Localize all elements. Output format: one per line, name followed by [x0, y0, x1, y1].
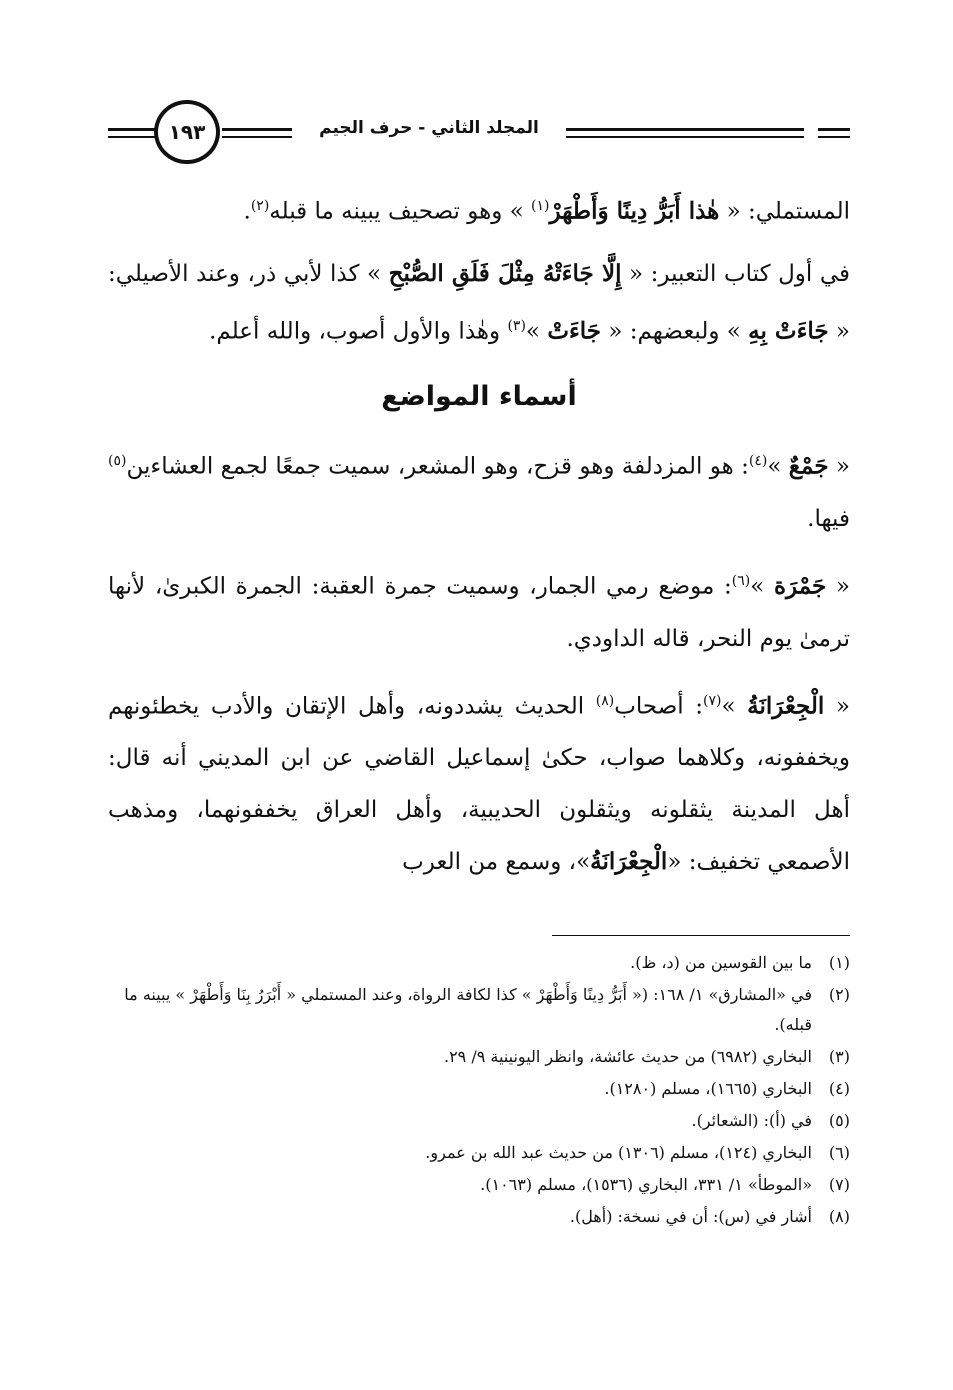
footnote-text: ما بين القوسين من (د، ظ). [630, 953, 812, 972]
footnote-text: في (أ): (الشعائر). [691, 1111, 812, 1130]
footnote-number: (٢) [828, 985, 850, 1004]
main-text [108, 180, 850, 898]
footnote-number: (٣) [828, 1047, 850, 1066]
footnotes [108, 948, 850, 1234]
footnote-text: البخاري (٦٩٨٢) من حديث عائشة، وانظر اليونينية ٩/ ٢٩. [443, 1047, 812, 1066]
quote: جَاءَتْ [547, 317, 602, 345]
entry-term: جَمْرَة [773, 572, 827, 600]
footnote-number: (٦) [828, 1143, 850, 1162]
footnote-text: البخاري (١٢٤)، مسلم (١٣٠٦) من حديث عبد الله بن عمرو. [425, 1143, 812, 1162]
entry-jiirrana: « الْجِعْرَانَةُ »$^{(٧)}$: أصحاب$^{(٨)}$ الحديث يشددونه، وأهل الإتقان والأدب يخطئونهم ويخففونه، وكلاهما صواب، حكىٰ إسماعيل القاضي عن ابن المديني أنه قال: أهل المدينة يثقلونه ويثقلون الحديبية، وأهل العراق يخففونهما، ومذهب الأصمعي تخفيف: «الْجِعْرَانَةُ»، وسمع من العرب [108, 692, 850, 876]
footnote-item [108, 1074, 850, 1104]
footnote-number: (٥) [828, 1111, 850, 1130]
entry-term: الْجِعْرَانَةُ [590, 848, 668, 876]
quote: إِلَّا جَاءَتْهُ مِثْلَ فَلَقِ الصُّبْحِ [388, 259, 622, 287]
footnote-item [108, 1170, 850, 1200]
header-rule [108, 136, 156, 138]
footnote-item [108, 1042, 850, 1072]
footnote-text: البخاري (١٦٦٥)، مسلم (١٢٨٠). [604, 1079, 812, 1098]
paragraph-1: المستملي: « هٰذا أَبَرُّ دِينًا وَأَطْهَرْ$^{(١)}$ » وهو تصحيف يبينه ما قبله$^{(٢)}$. [243, 197, 850, 225]
footnote-separator [552, 935, 850, 936]
footnote-ref[interactable]: (٦) [731, 572, 751, 589]
footnote-ref[interactable]: (٢) [250, 198, 270, 214]
footnote-text: أشار في (س): أن في نسخة: (أهل). [569, 1207, 812, 1226]
footnote-number: (٨) [828, 1207, 850, 1226]
quote: جَاءَتْ بِهِ [748, 317, 829, 345]
footnote-ref[interactable]: (٥) [108, 453, 127, 470]
footnote-item [108, 1202, 850, 1232]
entry-term: جَمْعٌ [788, 452, 829, 480]
header-rule [818, 128, 850, 131]
footnote-item [108, 980, 850, 1040]
footnote-number: (١) [828, 953, 850, 972]
footnote-number: (٧) [828, 1175, 850, 1194]
running-title: المجلد الثاني - حرف الجيم [319, 118, 539, 138]
quote: هٰذا أَبَرُّ دِينًا وَأَطْهَرْ [549, 197, 720, 225]
header-rule [818, 136, 850, 138]
entry-jam: « جَمْعٌ »$^{(٤)}$: هو المزدلفة وهو قزح، وهو المشعر، سميت جمعًا لجمع العشاءين$^{(٥)}$ فيها. [108, 452, 850, 532]
header-rule [566, 128, 804, 131]
footnote-ref[interactable]: (٣) [507, 317, 526, 334]
page-header [108, 100, 850, 170]
footnote-item [108, 1138, 850, 1168]
header-rule [222, 128, 292, 131]
header-rule [566, 136, 804, 138]
footnote-number: (٤) [828, 1079, 850, 1098]
paragraph-2: في أول كتاب التعبير: « إِلَّا جَاءَتْهُ مِثْلَ فَلَقِ الصُّبْحِ » كذا لأبي ذر، وعند الأصيلي: « جَاءَتْ بِهِ » ولبعضهم: « جَاءَتْ »$^{(٣)}$ وهٰذا والأول أصوب، والله أعلم. [108, 259, 850, 345]
footnote-ref[interactable]: (٧) [702, 692, 722, 709]
footnote-item [108, 948, 850, 978]
footnote-ref[interactable]: (٤) [748, 453, 768, 470]
entry-term: الْجِعْرَانَةُ [747, 692, 825, 720]
page-number: ١٩٣ [154, 100, 220, 164]
entry-jamra: « جَمْرَة »$^{(٦)}$: موضع رمي الجمار، وسميت جمرة العقبة: الجمرة الكبرىٰ، لأنها ترمىٰ يوم النحر، قاله الداودي. [108, 572, 850, 652]
footnote-item [108, 1106, 850, 1136]
section-title: أسماء المواضع [381, 381, 577, 413]
footnote-ref[interactable]: (١) [531, 198, 550, 214]
header-rule [222, 136, 292, 138]
footnote-text: في «المشارق» ١/ ١٦٨: (« أَبَرُّ دِينًا وَأَطْهَرْ » كذا لكافة الرواة، وعند المستملي « أَبْرَرُ بِنَا وَأَطْهَرْ » يبينه ما قبله). [124, 985, 812, 1034]
footnote-text: «الموطأ» ١/ ٣٣١، البخاري (١٥٣٦)، مسلم (١٠٦٣). [480, 1175, 812, 1194]
header-rule [108, 128, 156, 131]
footnote-ref[interactable]: (٨) [595, 692, 615, 709]
